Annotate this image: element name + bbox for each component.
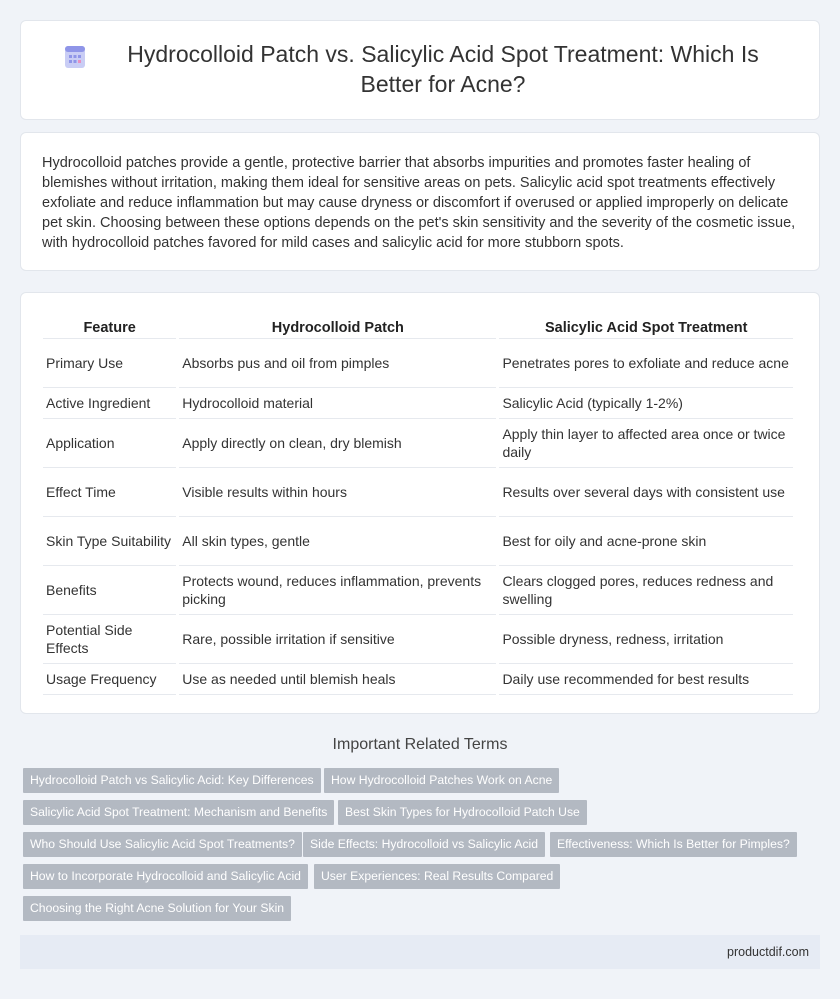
- feature-cell: Primary Use: [43, 339, 176, 388]
- hydrocolloid-cell: Protects wound, reduces inflammation, prevents picking: [179, 566, 496, 615]
- document-icon: [61, 43, 89, 71]
- table-row: [43, 517, 793, 566]
- related-tag-side-effects[interactable]: Side Effects: Hydrocolloid vs Salicylic Acid: [303, 832, 545, 857]
- intro-card: [20, 132, 820, 271]
- table-row: [43, 566, 793, 615]
- salicylic-cell: Possible dryness, redness, irritation: [499, 615, 793, 664]
- feature-cell: Potential Side Effects: [43, 615, 176, 664]
- comparison-table-card: [20, 292, 820, 714]
- hydrocolloid-cell: Hydrocolloid material: [179, 388, 496, 419]
- related-tag-how-to-incorporate[interactable]: How to Incorporate Hydrocolloid and Salicylic Acid: [23, 864, 308, 889]
- footer: [20, 935, 820, 969]
- salicylic-cell: Salicylic Acid (typically 1-2%): [499, 388, 793, 419]
- page-title: Hydrocolloid Patch vs. Salicylic Acid Spot Treatment: Which Is Better for Acne?: [127, 41, 759, 97]
- salicylic-cell: Best for oily and acne-prone skin: [499, 517, 793, 566]
- related-tag-effectiveness[interactable]: Effectiveness: Which Is Better for Pimples?: [550, 832, 797, 857]
- hydrocolloid-cell: Apply directly on clean, dry blemish: [179, 419, 496, 468]
- feature-cell: Skin Type Suitability: [43, 517, 176, 566]
- feature-cell: Effect Time: [43, 468, 176, 517]
- header-salicylic: Salicylic Acid Spot Treatment: [499, 313, 793, 339]
- related-tag-mechanism-benefits[interactable]: Salicylic Acid Spot Treatment: Mechanism and Benefits: [23, 800, 334, 825]
- hydrocolloid-cell: All skin types, gentle: [179, 517, 496, 566]
- salicylic-cell: Apply thin layer to affected area once or twice daily: [499, 419, 793, 468]
- hydrocolloid-cell: Use as needed until blemish heals: [179, 664, 496, 695]
- hydrocolloid-cell: Visible results within hours: [179, 468, 496, 517]
- related-tag-how-patches-work[interactable]: How Hydrocolloid Patches Work on Acne: [324, 768, 559, 793]
- table-row: [43, 664, 793, 695]
- table-row: [43, 339, 793, 388]
- table-row: [43, 468, 793, 517]
- hydrocolloid-cell: Absorbs pus and oil from pimples: [179, 339, 496, 388]
- salicylic-cell: Clears clogged pores, reduces redness and swelling: [499, 566, 793, 615]
- table-row: [43, 419, 793, 468]
- salicylic-cell: Daily use recommended for best results: [499, 664, 793, 695]
- related-tag-who-should-use[interactable]: Who Should Use Salicylic Acid Spot Treatments?: [23, 832, 302, 857]
- hydrocolloid-cell: Rare, possible irritation if sensitive: [179, 615, 496, 664]
- footer-site-name: productdif.com: [727, 945, 809, 959]
- feature-cell: Usage Frequency: [43, 664, 176, 695]
- comparison-table: [40, 313, 796, 695]
- feature-cell: Active Ingredient: [43, 388, 176, 419]
- related-tag-user-experiences[interactable]: User Experiences: Real Results Compared: [314, 864, 560, 889]
- header-hydrocolloid: Hydrocolloid Patch: [179, 313, 496, 339]
- related-tag-key-differences[interactable]: Hydrocolloid Patch vs Salicylic Acid: Key Differences: [23, 768, 321, 793]
- related-tag-best-skin-types[interactable]: Best Skin Types for Hydrocolloid Patch Use: [338, 800, 587, 825]
- title-card: [20, 20, 820, 120]
- salicylic-cell: Results over several days with consistent use: [499, 468, 793, 517]
- header-feature: Feature: [43, 313, 176, 339]
- salicylic-cell: Penetrates pores to exfoliate and reduce acne: [499, 339, 793, 388]
- related-tag-choosing-solution[interactable]: Choosing the Right Acne Solution for Your Skin: [23, 896, 291, 921]
- feature-cell: Application: [43, 419, 176, 468]
- intro-paragraph: Hydrocolloid patches provide a gentle, protective barrier that absorbs impurities and promotes faster healing of blemishes without irritation, making them ideal for sensitive areas on pets. Salicylic acid spot treatments effectively exfoliate and reduce inflammation but may cause dryness or discomfort if overused or applied improperly on delicate pet skin. Choosing between these options depends on the pet's skin sensitivity and the severity of the cosmetic issue, with hydrocolloid patches favored for mild cases and salicylic acid for more stubborn spots.: [42, 155, 796, 251]
- table-row: [43, 615, 793, 664]
- table-row: [43, 388, 793, 419]
- related-terms-heading: Important Related Terms: [332, 736, 508, 753]
- table-header-row: [43, 313, 793, 339]
- feature-cell: Benefits: [43, 566, 176, 615]
